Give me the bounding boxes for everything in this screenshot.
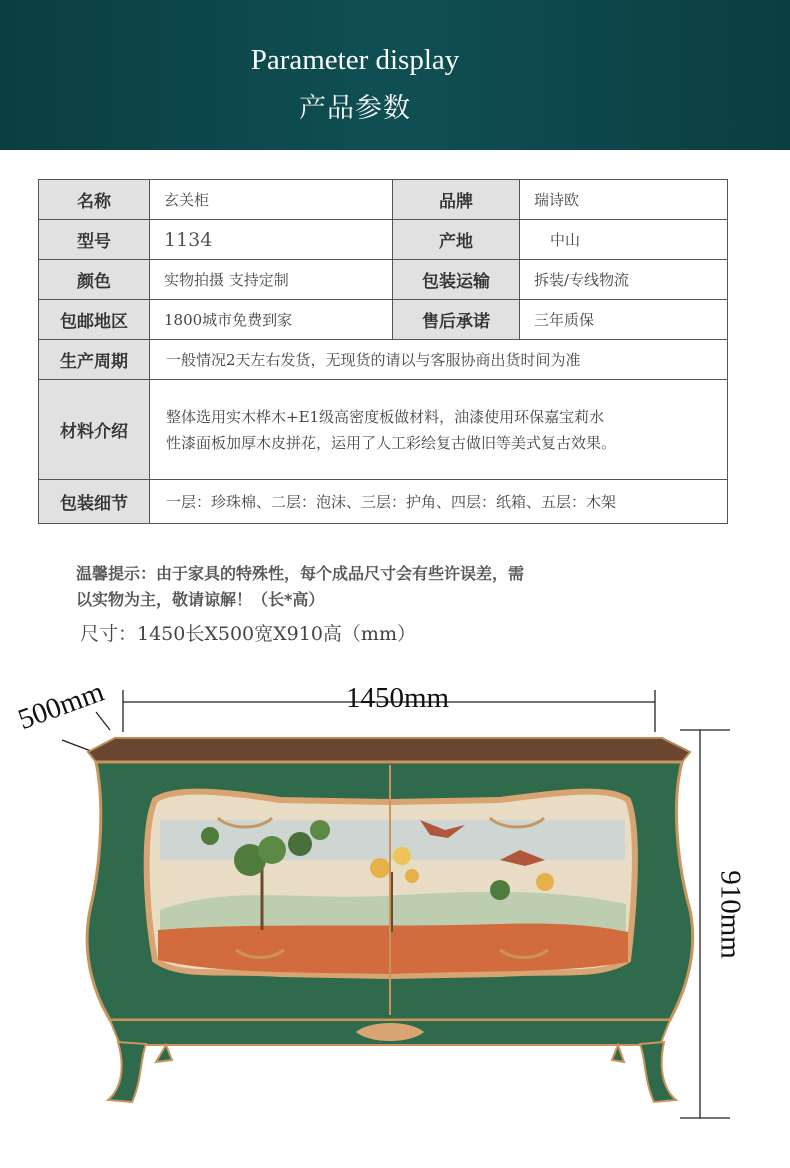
color-label: 颜色	[39, 260, 150, 300]
package-label: 包装细节	[39, 480, 150, 524]
shipping-value: 拆装/专线物流	[520, 260, 728, 300]
cabinet-illustration	[0, 660, 790, 1164]
material-label: 材料介绍	[39, 380, 150, 480]
leg-front-left	[108, 1042, 146, 1102]
material-value	[150, 380, 728, 480]
leg-front-right	[640, 1042, 676, 1102]
area-value: 1800城市免费到家	[150, 300, 393, 340]
aftersale-label: 售后承诺	[393, 300, 520, 340]
leg-back-right	[612, 1045, 624, 1062]
table-row	[39, 260, 728, 300]
depth-dimension-label: 500mm	[14, 675, 109, 737]
header-title-en: Parameter display	[250, 44, 460, 76]
origin-label: 产地	[393, 220, 520, 260]
product-figure	[0, 660, 790, 1164]
material-line-2: 性漆面板加厚木皮拼花，运用了人工彩绘复古做旧等美式复古效果。	[166, 433, 617, 452]
parameter-table	[38, 179, 728, 524]
brand-value: 瑞诗欧	[520, 180, 728, 220]
model-value: 1134	[150, 220, 393, 260]
width-dimension-label: 1450mm	[346, 682, 450, 714]
origin-value: 中山	[520, 220, 728, 260]
cycle-label: 生产周期	[39, 340, 150, 380]
model-label: 型号	[39, 220, 150, 260]
name-label: 名称	[39, 180, 150, 220]
name-value: 玄关柜	[150, 180, 393, 220]
package-value: 一层：珍珠棉、二层：泡沫、三层：护角、四层：纸箱、五层：木架	[150, 480, 728, 524]
table-row	[39, 380, 728, 480]
table-row	[39, 180, 728, 220]
material-line-1: 整体选用实木桦木+E1级高密度板做材料，油漆使用环保嘉宝莉水	[166, 407, 605, 426]
notice-line-1: 温馨提示：由于家具的特殊性，每个成品尺寸会有些许误差，需	[76, 564, 525, 583]
cabinet-top	[88, 738, 690, 762]
shipping-label: 包装运输	[393, 260, 520, 300]
leg-back-left	[156, 1045, 172, 1062]
header-banner	[0, 0, 790, 150]
table-row	[39, 340, 728, 380]
header-title-cn: 产品参数	[299, 93, 411, 124]
table-row	[39, 220, 728, 260]
height-dimension-label: 910mm	[714, 870, 747, 959]
size-text: 尺寸：1450长X500宽X910高（mm）	[80, 623, 416, 645]
area-label: 包邮地区	[39, 300, 150, 340]
notice-line-2: 以实物为主，敬请谅解！（长*高）	[76, 590, 325, 609]
warm-notice	[76, 561, 636, 613]
table-row	[39, 300, 728, 340]
brand-label: 品牌	[393, 180, 520, 220]
aftersale-value: 三年质保	[520, 300, 728, 340]
color-value: 实物拍摄 支持定制	[150, 260, 393, 300]
table-row	[39, 480, 728, 524]
cycle-value: 一般情况2天左右发货，无现货的请以与客服协商出货时间为准	[150, 340, 728, 380]
